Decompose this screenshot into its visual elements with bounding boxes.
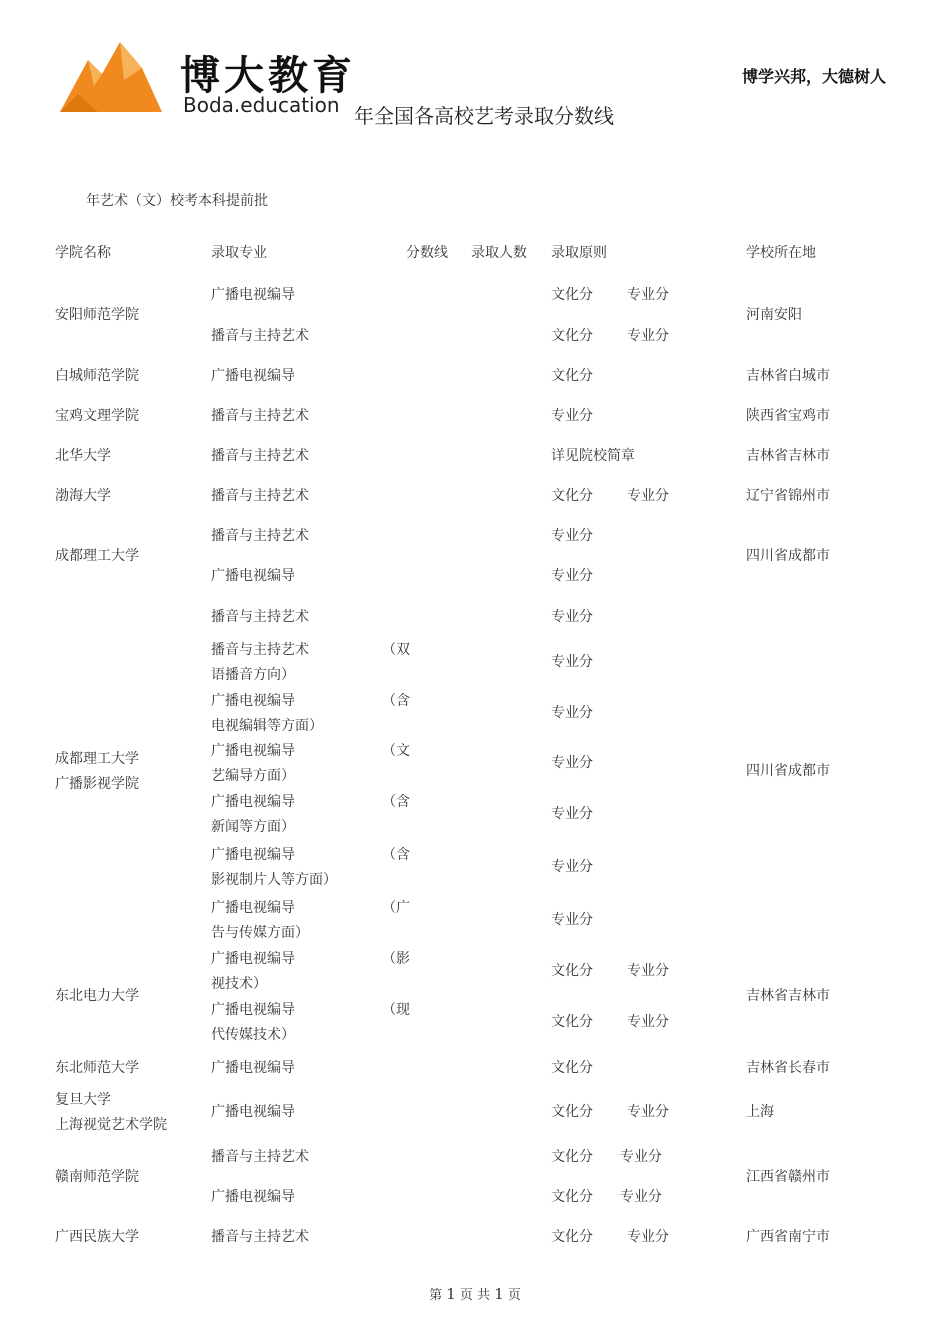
school-name: 渤海大学 [55, 488, 111, 504]
rule-secondary: 专业分 [627, 963, 669, 979]
header-school: 学院名称 [55, 245, 111, 261]
major-name: 广播电视编导 [211, 287, 295, 303]
major-name: 播音与主持艺术 [211, 488, 309, 504]
brand-name-en: Boda.education [183, 93, 340, 117]
major-note: （含 [382, 794, 410, 810]
rule-primary: 文化分 [551, 1189, 593, 1205]
school-location: 陕西省宝鸡市 [746, 408, 830, 424]
major-name: 广播电视编导 [211, 693, 295, 709]
brand-name-cn: 博大教育 [180, 53, 356, 99]
document-title: 年全国各高校艺考录取分数线 [354, 104, 614, 128]
school-location: 四川省成都市 [746, 548, 830, 564]
rule-primary: 文化分 [551, 963, 593, 979]
major-note: （广 [382, 900, 410, 916]
major-note-continued: 影视制片人等方面） [211, 872, 337, 888]
rule-primary: 专业分 [551, 859, 593, 875]
school-name: 东北电力大学 [55, 988, 139, 1004]
major-name: 广播电视编导 [211, 368, 295, 384]
major-note: （含 [382, 847, 410, 863]
major-name: 广播电视编导 [211, 794, 295, 810]
major-name: 广播电视编导 [211, 1104, 295, 1120]
rule-primary: 专业分 [551, 609, 593, 625]
major-note-continued: 告与传媒方面） [211, 925, 309, 941]
major-name: 广播电视编导 [211, 951, 295, 967]
major-note: （影 [382, 951, 410, 967]
rule-secondary: 专业分 [620, 1149, 662, 1165]
footer-page-number: 1 [446, 1285, 456, 1303]
rule-primary: 文化分 [551, 1060, 593, 1076]
rule-secondary: 专业分 [627, 1014, 669, 1030]
major-name: 播音与主持艺术 [211, 528, 309, 544]
rule-primary: 专业分 [551, 912, 593, 928]
rule-primary: 专业分 [551, 654, 593, 670]
school-location: 吉林省长春市 [746, 1060, 830, 1076]
school-name: 复旦大学 [55, 1092, 111, 1108]
rule-primary: 文化分 [551, 1149, 593, 1165]
major-name: 广播电视编导 [211, 900, 295, 916]
section-title: 年艺术（文）校考本科提前批 [86, 193, 268, 209]
rule-primary: 文化分 [551, 488, 593, 504]
rule-secondary: 专业分 [627, 1229, 669, 1245]
rule-primary: 专业分 [551, 528, 593, 544]
major-note-continued: 艺编导方面） [211, 768, 295, 784]
rule-secondary: 专业分 [627, 488, 669, 504]
rule-secondary: 专业分 [627, 1104, 669, 1120]
major-name: 广播电视编导 [211, 1060, 295, 1076]
school-location: 广西省南宁市 [746, 1229, 830, 1245]
school-name: 宝鸡文理学院 [55, 408, 139, 424]
header-major: 录取专业 [211, 245, 267, 261]
major-name: 播音与主持艺术 [211, 642, 309, 658]
rule-primary: 文化分 [551, 287, 593, 303]
rule-primary: 详见院校简章 [551, 448, 635, 464]
school-name: 东北师范大学 [55, 1060, 139, 1076]
major-name: 广播电视编导 [211, 847, 295, 863]
rule-secondary: 专业分 [620, 1189, 662, 1205]
major-name: 播音与主持艺术 [211, 408, 309, 424]
brand-slogan: 博学兴邦，大德树人 [741, 67, 886, 86]
school-location: 四川省成都市 [746, 763, 830, 779]
major-note: （文 [382, 743, 410, 759]
major-name: 播音与主持艺术 [211, 328, 309, 344]
major-name: 广播电视编导 [211, 1002, 295, 1018]
school-name: 赣南师范学院 [55, 1169, 139, 1185]
school-name: 广西民族大学 [55, 1229, 139, 1245]
rule-primary: 文化分 [551, 1014, 593, 1030]
header-count: 录取人数 [471, 245, 527, 261]
rule-secondary: 专业分 [627, 328, 669, 344]
rule-primary: 专业分 [551, 568, 593, 584]
rule-primary: 文化分 [551, 368, 593, 384]
major-name: 播音与主持艺术 [211, 1229, 309, 1245]
header-location: 学校所在地 [746, 245, 816, 261]
school-name: 安阳师范学院 [55, 307, 139, 323]
school-name: 上海视觉艺术学院 [55, 1117, 167, 1133]
major-note: （现 [382, 1002, 410, 1018]
school-location: 吉林省吉林市 [746, 448, 830, 464]
school-location: 河南安阳 [746, 307, 802, 323]
school-location: 上海 [746, 1104, 774, 1120]
major-name: 播音与主持艺术 [211, 609, 309, 625]
major-note: （双 [382, 642, 410, 658]
school-name: 北华大学 [55, 448, 111, 464]
major-note-continued: 代传媒技术） [211, 1027, 295, 1043]
footer-prefix: 第 [429, 1288, 443, 1303]
footer-total-pages: 1 [494, 1285, 504, 1303]
school-location: 江西省赣州市 [746, 1169, 830, 1185]
school-name: 白城师范学院 [55, 368, 139, 384]
footer-mid: 页 共 [459, 1288, 491, 1303]
major-note-continued: 新闻等方面） [211, 819, 295, 835]
school-location: 辽宁省锦州市 [746, 488, 830, 504]
major-note-continued: 电视编辑等方面） [211, 718, 323, 734]
rule-primary: 专业分 [551, 755, 593, 771]
major-name: 播音与主持艺术 [211, 1149, 309, 1165]
header-score: 分数线 [406, 245, 448, 261]
major-note: （含 [382, 693, 410, 709]
header-rule: 录取原则 [551, 245, 607, 261]
mountain-logo-icon [58, 38, 164, 116]
rule-primary: 文化分 [551, 1229, 593, 1245]
major-name: 广播电视编导 [211, 1189, 295, 1205]
major-name: 广播电视编导 [211, 568, 295, 584]
rule-primary: 专业分 [551, 806, 593, 822]
school-name: 成都理工大学 [55, 751, 139, 767]
major-name: 播音与主持艺术 [211, 448, 309, 464]
school-name: 广播影视学院 [55, 776, 139, 792]
school-name: 成都理工大学 [55, 548, 139, 564]
major-name: 广播电视编导 [211, 743, 295, 759]
rule-primary: 专业分 [551, 408, 593, 424]
footer-suffix: 页 [507, 1288, 521, 1303]
rule-secondary: 专业分 [627, 287, 669, 303]
school-location: 吉林省吉林市 [746, 988, 830, 1004]
rule-primary: 文化分 [551, 328, 593, 344]
rule-primary: 文化分 [551, 1104, 593, 1120]
major-note-continued: 视技术） [211, 976, 267, 992]
page-footer [0, 1284, 950, 1303]
major-note-continued: 语播音方向） [211, 667, 295, 683]
rule-primary: 专业分 [551, 705, 593, 721]
school-location: 吉林省白城市 [746, 368, 830, 384]
